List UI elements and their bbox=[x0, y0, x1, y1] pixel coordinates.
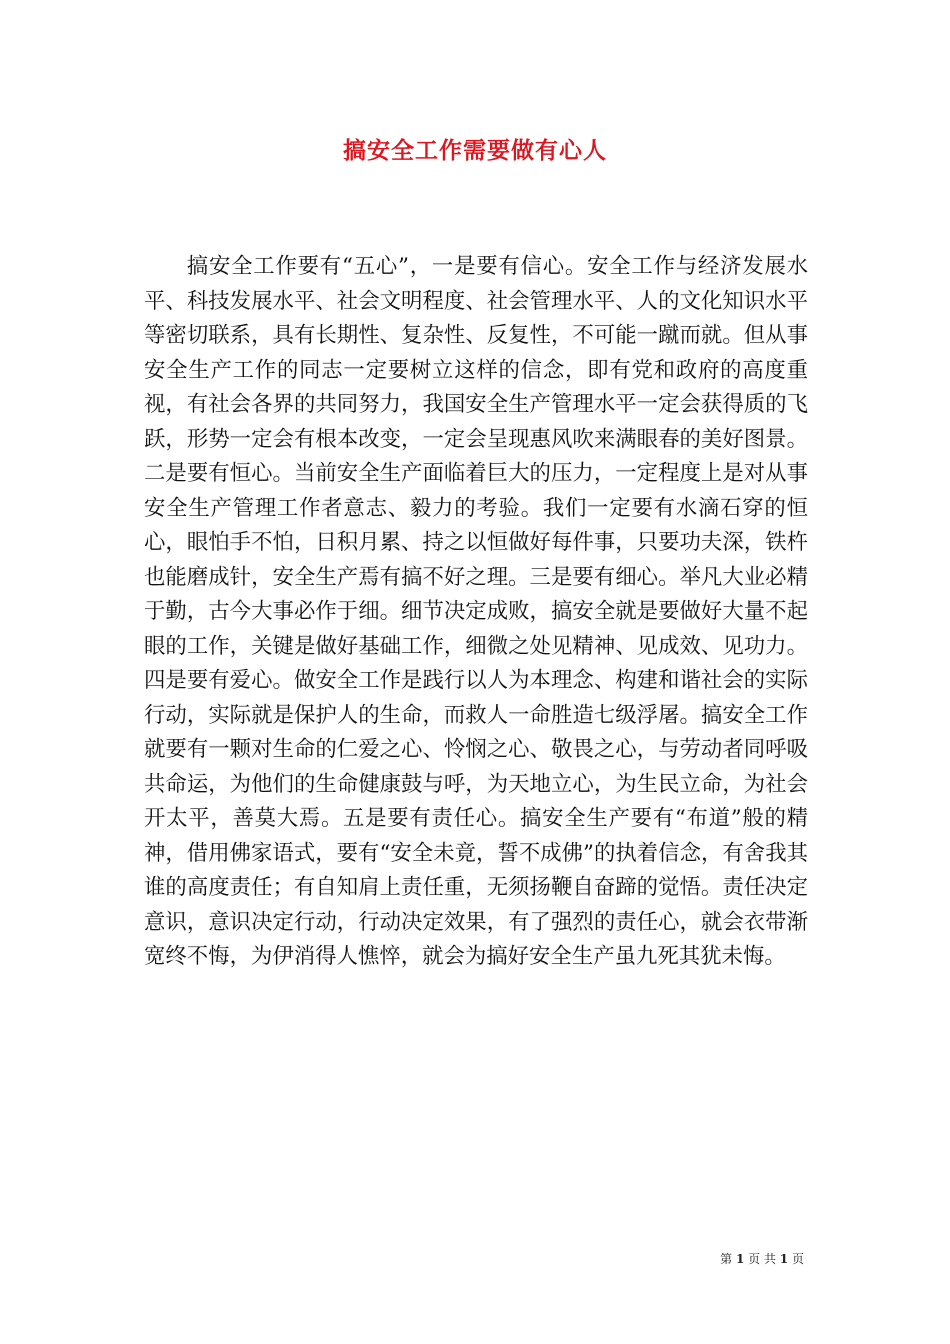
body-paragraph: 搞安全工作要有“五心”，一是要有信心。安全工作与经济发展水平、科技发展水平、社会文明程度、社会管理水平、人的文化知识水平等密切联系，具有长期性、复杂性、反复性，不可能一蹴而就。但从事安全生产工作的同志一定要树立这样的信念，即有党和政府的高度重视，有社会各界的共同努力，我国安全生产管理水平一定会获得质的飞跃，形势一定会有根本改变，一定会呈现惠风吹来满眼春的美好图景。二是要有恒心。当前安全生产面临着巨大的压力，一定程度上是对从事安全生产管理工作者意志、毅力的考验。我们一定要有水滴石穿的恒心，眼怕手不怕，日积月累、持之以恒做好每件事，只要功夫深，铁杵也能磨成针，安全生产焉有搞不好之理。三是要有细心。举凡大业必精于勤，古今大事必作于细。细节决定成败，搞安全就是要做好大量不起眼的工作，关键是做好基础工作，细微之处见精神、见成效、见功力。四是要有爱心。做安全工作是践行以人为本理念、构建和谐社会的实际行动，实际就是保护人的生命，而救人一命胜造七级浮屠。搞安全工作就要有一颗对生命的仁爱之心、怜悯之心、敬畏之心，与劳动者同呼吸共命运，为他们的生命健康鼓与呼，为天地立心，为生民立命，为社会开太平，善莫大焉。五是要有责任心。搞安全生产要有“布道”般的精神，借用佛家语式，要有“安全未竟，誓不成佛”的执着信念，有舍我其谁的高度责任；有自知肩上责任重，无须扬鞭自奋蹄的觉悟。责任决定意识，意识决定行动，行动决定效果，有了强烈的责任心，就会衣带渐宽终不悔，为伊消得人憔悴，就会为搞好安全生产虽九死其犹未悔。 bbox=[144, 254, 808, 969]
page-title: 搞安全工作需要做有心人 bbox=[343, 137, 607, 164]
footer-suffix: 页 bbox=[791, 1252, 804, 1266]
footer-total-pages: 1 bbox=[779, 1252, 789, 1266]
footer-prefix: 第 bbox=[720, 1252, 733, 1266]
footer-middle: 页 共 bbox=[748, 1252, 776, 1266]
page-footer bbox=[720, 1250, 804, 1267]
footer-current-page: 1 bbox=[735, 1252, 745, 1266]
